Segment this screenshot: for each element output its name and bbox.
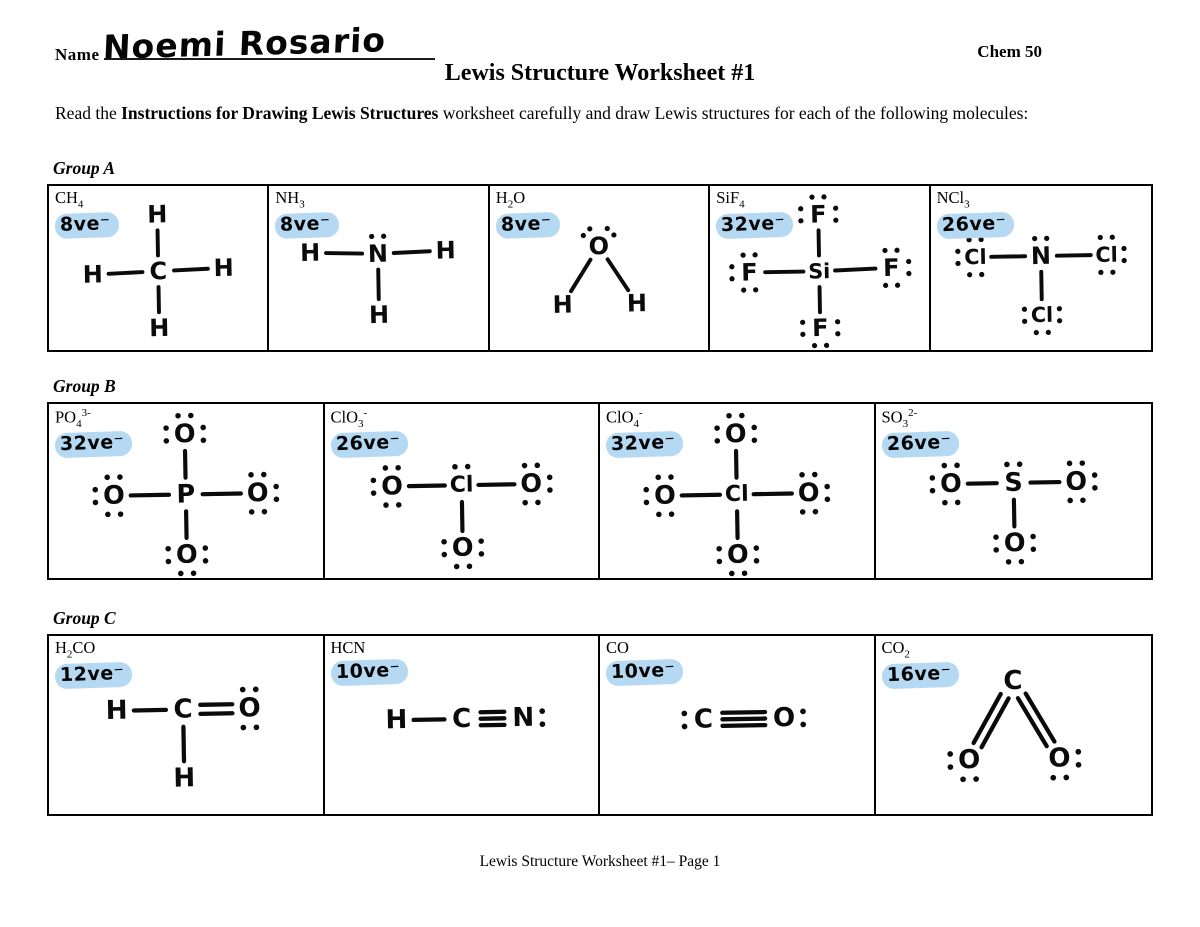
student-name-handwritten: Noemi Rosario	[102, 20, 387, 67]
svg-text:H: H	[82, 260, 104, 289]
formula-segment: 2	[904, 648, 910, 661]
svg-text:C: C	[149, 257, 168, 286]
formula-segment: 3	[358, 417, 364, 430]
valence-electron-badge: 12ve⁻	[55, 662, 133, 690]
molecule-table	[47, 402, 1153, 580]
svg-text:C: C	[693, 704, 714, 735]
instructions-text	[55, 101, 1147, 126]
formula-segment: CO	[881, 638, 905, 657]
valence-electron-badge: 26ve⁻	[936, 212, 1014, 240]
svg-text:H: H	[369, 300, 390, 330]
molecule-table	[47, 184, 1153, 352]
molecule-formula	[55, 407, 317, 430]
formula-segment: NCl	[936, 188, 965, 207]
svg-text:S: S	[1003, 467, 1023, 499]
formula-segment: SO	[881, 407, 903, 427]
svg-text:O: O	[724, 418, 747, 450]
svg-text:F: F	[883, 253, 900, 282]
group-label: Group C	[53, 608, 116, 628]
valence-electron-badge: 8ve⁻	[495, 212, 559, 239]
molecule-cell	[325, 404, 601, 578]
molecule-cell	[325, 636, 601, 814]
svg-text:O: O	[1003, 528, 1026, 559]
svg-text:N: N	[511, 702, 535, 734]
molecule-formula	[716, 189, 922, 211]
formula-segment: SiF	[716, 188, 740, 207]
svg-text:O: O	[451, 532, 474, 564]
group-label: Group A	[53, 158, 116, 178]
svg-text:O: O	[175, 539, 198, 570]
svg-text:O: O	[588, 231, 610, 261]
formula-segment: -	[363, 407, 368, 419]
molecule-cell	[269, 186, 489, 350]
svg-text:O: O	[1047, 743, 1071, 774]
svg-text:O: O	[173, 418, 196, 450]
svg-text:H: H	[148, 313, 170, 343]
molecule-cell	[876, 636, 1152, 814]
formula-segment: CO	[606, 638, 629, 657]
svg-text:O: O	[380, 471, 403, 502]
svg-text:H: H	[384, 705, 408, 736]
molecule-cell	[49, 404, 325, 578]
page-title: Lewis Structure Worksheet #1	[444, 60, 756, 86]
formula-segment: 4	[76, 417, 82, 430]
formula-segment: H	[495, 188, 508, 207]
svg-text:O: O	[1064, 466, 1087, 497]
groups	[47, 158, 1153, 840]
svg-text:O: O	[797, 478, 820, 509]
molecule-cell	[710, 186, 930, 350]
instructions-pre: Read the	[55, 103, 122, 123]
svg-text:H: H	[552, 290, 573, 319]
molecule-formula	[606, 639, 868, 658]
formula-segment: -	[639, 407, 643, 419]
formula-segment: 2-	[908, 407, 918, 419]
valence-electron-badge: 10ve⁻	[330, 659, 408, 687]
formula-segment: 4	[633, 417, 640, 430]
svg-text:N: N	[368, 239, 389, 268]
svg-text:C: C	[451, 703, 471, 735]
valence-electron-badge: 8ve⁻	[275, 212, 339, 239]
svg-text:H: H	[105, 695, 128, 726]
molecule-cell	[931, 186, 1151, 350]
molecule-formula	[275, 189, 481, 211]
svg-text:O: O	[726, 539, 749, 570]
molecule-cell	[490, 186, 710, 350]
svg-text:F: F	[810, 200, 827, 229]
molecule-cell	[49, 186, 269, 350]
svg-text:F: F	[811, 313, 829, 343]
molecule-table	[47, 634, 1153, 816]
formula-segment: 3	[964, 198, 970, 211]
formula-segment: 2	[66, 648, 73, 661]
page-footer: Lewis Structure Worksheet #1– Page 1	[479, 853, 721, 870]
formula-segment: HCN	[330, 638, 366, 657]
svg-text:H: H	[300, 238, 321, 267]
molecule-formula	[331, 407, 593, 430]
svg-text:H: H	[626, 289, 648, 318]
valence-electron-badge: 32ve⁻	[716, 212, 794, 240]
formula-segment: 3-	[81, 407, 91, 419]
molecule-cell	[876, 404, 1152, 578]
svg-text:F: F	[741, 258, 759, 287]
formula-segment: O	[513, 188, 526, 207]
formula-segment: 3	[902, 417, 909, 430]
group-section	[47, 158, 1153, 352]
molecule-cell	[600, 404, 876, 578]
group-label: Group B	[53, 376, 116, 396]
molecule-formula	[606, 407, 868, 430]
svg-text:C: C	[173, 694, 193, 725]
svg-text:H: H	[213, 253, 235, 283]
svg-text:O: O	[519, 468, 542, 500]
svg-text:O: O	[653, 480, 677, 511]
molecule-formula	[496, 189, 702, 211]
molecule-formula	[937, 189, 1145, 211]
valence-electron-badge: 26ve⁻	[881, 431, 959, 459]
svg-text:C: C	[1002, 665, 1023, 697]
formula-segment: ClO	[606, 407, 634, 427]
valence-electron-badge: 10ve⁻	[606, 659, 684, 687]
svg-text:O: O	[102, 480, 126, 511]
molecule-formula	[55, 189, 261, 211]
formula-segment: H	[55, 638, 67, 657]
formula-segment: CO	[72, 638, 96, 657]
svg-text:O: O	[246, 478, 269, 509]
formula-segment: PO	[55, 407, 77, 427]
formula-segment: 4	[739, 198, 745, 211]
svg-text:O: O	[957, 745, 981, 776]
valence-electron-badge: 32ve⁻	[606, 431, 684, 459]
svg-text:H: H	[173, 763, 196, 794]
svg-text:O: O	[939, 468, 962, 500]
svg-text:Si: Si	[808, 259, 831, 284]
molecule-cell	[49, 636, 325, 814]
instructions-bold: Instructions for Drawing Lewis Structures	[121, 103, 439, 123]
formula-segment: NH	[275, 188, 300, 207]
group-section	[47, 608, 1153, 816]
svg-text:N: N	[1030, 241, 1051, 271]
name-label: Name	[55, 45, 100, 64]
svg-text:Cl: Cl	[449, 472, 474, 498]
valence-electron-badge: 32ve⁻	[55, 431, 133, 459]
svg-text:Cl: Cl	[963, 244, 987, 270]
svg-text:P: P	[176, 479, 196, 510]
molecule-formula	[882, 639, 1146, 661]
instructions-post: worksheet carefully and draw Lewis structures for each of the following molecules:	[438, 103, 1029, 123]
svg-text:H: H	[435, 236, 457, 265]
course-label: Chem 50	[977, 42, 1042, 61]
svg-text:O: O	[238, 693, 261, 724]
formula-segment: 2	[507, 198, 514, 211]
svg-text:Cl: Cl	[1030, 302, 1053, 328]
valence-electron-badge: 8ve⁻	[55, 212, 119, 239]
molecule-formula	[331, 639, 593, 658]
formula-segment: 3	[299, 198, 305, 211]
svg-text:H: H	[146, 200, 168, 229]
molecule-formula	[55, 639, 317, 661]
formula-segment: CH	[55, 188, 78, 207]
valence-electron-badge: 16ve⁻	[881, 662, 959, 690]
molecule-formula	[882, 407, 1146, 430]
svg-text:O: O	[772, 703, 796, 734]
formula-segment: 4	[77, 198, 84, 211]
svg-text:Cl: Cl	[724, 481, 749, 508]
molecule-cell	[600, 636, 876, 814]
svg-text:Cl: Cl	[1094, 242, 1118, 268]
formula-segment: ClO	[330, 407, 359, 427]
valence-electron-badge: 26ve⁻	[330, 431, 408, 459]
group-section	[47, 376, 1153, 580]
